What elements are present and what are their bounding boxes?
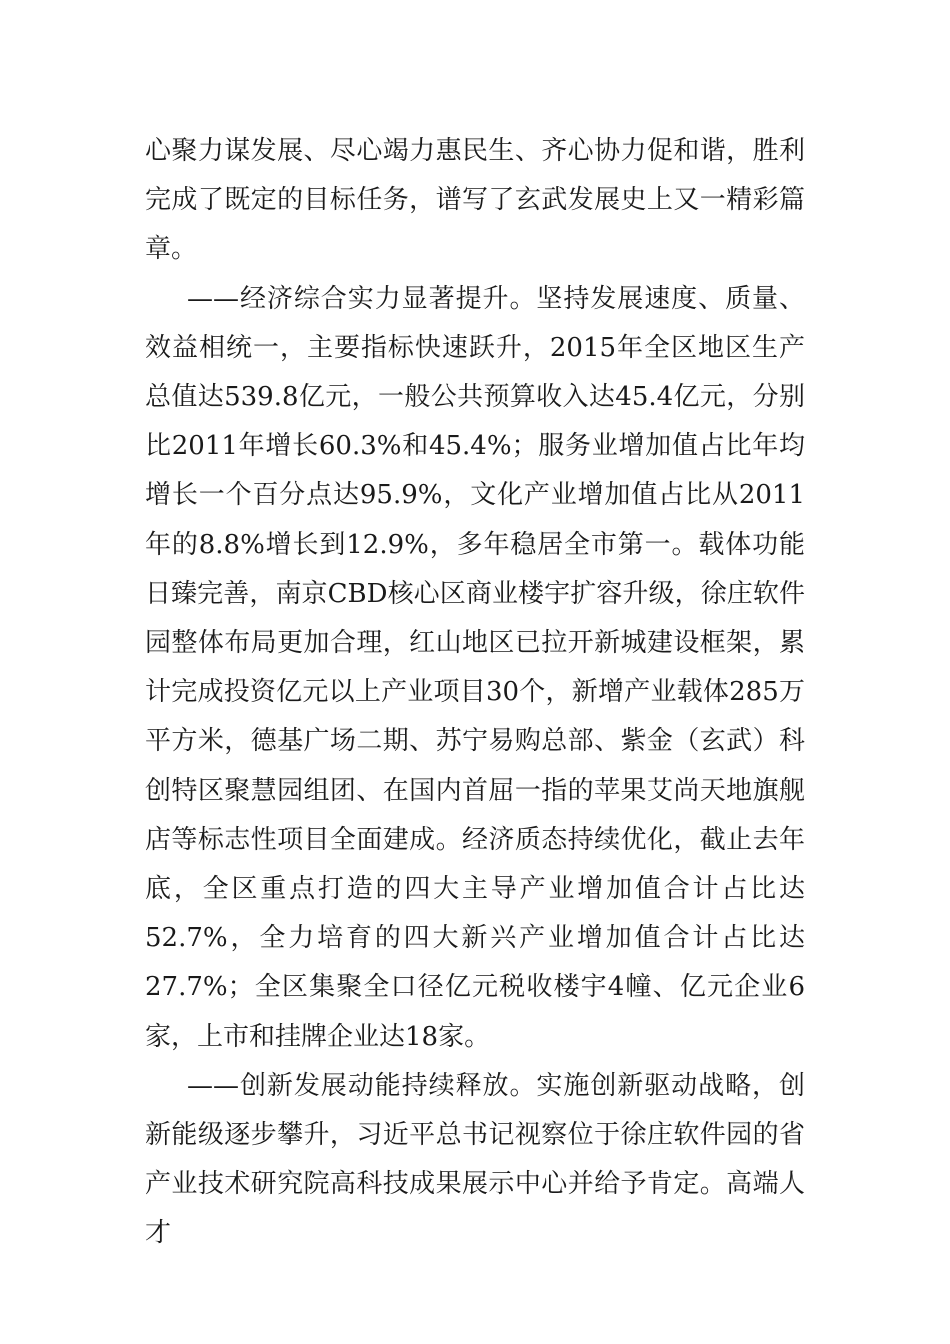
paragraph-economic-strength: ——经济综合实力显著提升。坚持发展速度、质量、效益相统一，主要指标快速跃升，2015年全区地区生产总值达539.8亿元，一般公共预算收入达45.4亿元，分别比2011年增长60.3%和45.4%；服务业增加值占比年均增长一个百分点达95.9%，文化产业增加值占比从2011年的8.8%增长到12.9%，多年稳居全市第一。载体功能日臻完善，南京CBD核心区商业楼宇扩容升级，徐庄软件园整体布局更加合理，红山地区已拉开新城建设框架，累计完成投资亿元以上产业项目30个，新增产业载体285万平方米，德基广场二期、苏宁易购总部、紫金（玄武）科创特区聚慧园组团、在国内首屈一指的苹果艾尚天地旗舰店等标志性项目全面建成。经济质态持续优化，截止去年底，全区重点打造的四大主导产业增加值合计占比达52.7%，全力培育的四大新兴产业增加值合计占比达27.7%；全区集聚全口径亿元税收楼宇4幢、亿元企业6家，上市和挂牌企业达18家。	[145, 283, 805, 1052]
paragraph-innovation: ——创新发展动能持续释放。实施创新驱动战略，创新能级逐步攀升，习近平总书记视察位于徐庄软件园的省产业技术研究院高科技成果展示中心并给予肯定。高端人才	[145, 1070, 805, 1249]
document-body	[145, 127, 805, 1259]
paragraph-continuation: 心聚力谋发展、尽心竭力惠民生、齐心协力促和谐，胜利完成了既定的目标任务，谱写了玄武发展史上又一精彩篇章。	[145, 136, 805, 265]
